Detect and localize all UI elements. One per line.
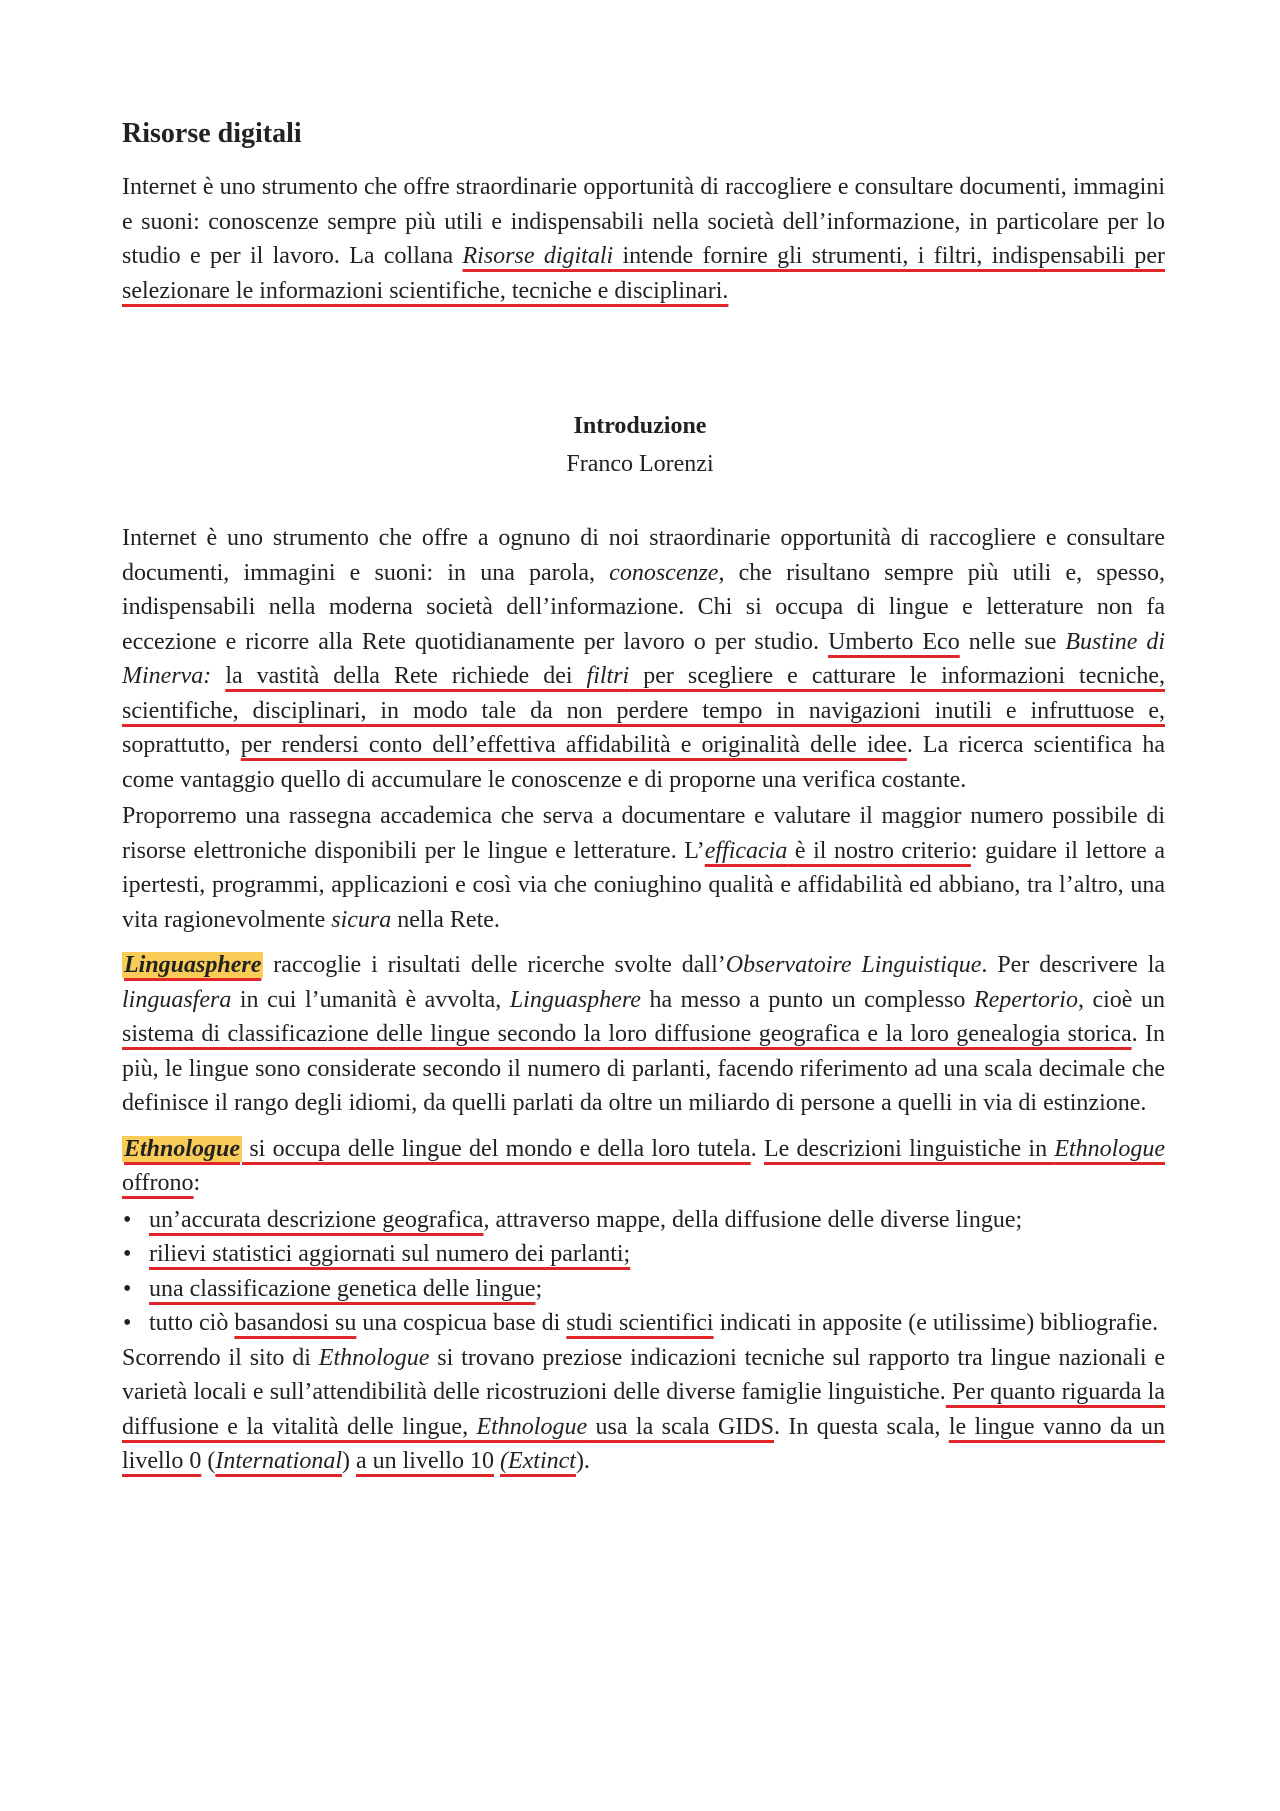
paragraph-ethnologue: Ethnologue si occupa delle lingue del mondo e della loro tutela. Le descrizioni linguistiche in Ethnologue offrono: [122,1135,1165,1196]
main-body [122,521,1165,1479]
paragraph-1: Internet è uno strumento che offre a ognuno di noi straordinarie opportunità di raccogliere e consultare documenti, immagini e suoni: in una parola, conoscenze, che risultano sempre più utili e, spesso, indispensabili nella moderna società dell’informazione. Chi si occupa di lingue e letterature non fa eccezione e ricorre alla Rete quotidianamente per lavoro o per studio. Umberto Eco nelle sue Bustine di Minerva: la vastità della Rete richiede dei filtri per scegliere e catturare le informazioni tecniche, scientifiche, disciplinari, in modo tale da non perdere tempo in navigazioni inutili e infruttuose e, soprattutto, per rendersi conto dell’effettiva affidabilità e originalità delle idee. La ricerca scientifica ha come vantaggio quello di accumulare le conoscenze e di proporne una verifica costante. [122,525,1166,793]
list-item: • un’accurata descrizione geografica, attraverso mappe, della diffusione delle diverse lingue; [123,1206,1023,1233]
author-name: Franco Lorenzi [566,451,714,477]
series-description [122,170,1165,308]
ethnologue-highlight: Ethnologue [124,1135,241,1162]
section-title: Introduzione [573,413,707,439]
linguasphere-highlight: Linguasphere [124,952,262,978]
series-paragraph: Internet è uno strumento che offre straordinarie opportunità di raccogliere e consultare documenti, immagini e suoni: conoscenze sempre più utili e indispensabili nella società dell’informazione, in particolare per lo studio e per il lavoro. La collana Risorse digitali intende fornire gli strumenti, i filtri, indispensabili per selezionare le informazioni scientifiche, tecniche e disciplinari. [122,174,1165,304]
page-title: Risorse digitali [122,118,302,149]
book-title: Bustine di Minerva: [122,628,1166,689]
features-list [122,1203,1165,1341]
author-reference: Umberto Eco [828,628,960,655]
paragraph-linguasphere: Linguasphere raccoglie i risultati delle ricerche svolte dall’Observatoire Linguistique. Per descrivere la linguasfera in cui l’umanità è avvolta, Linguasphere ha messo a punto un complesso Repertorio, cioè un sistema di classificazione delle lingue secondo la loro diffusione geografica e la loro genealogia storica. In più, le lingue sono considerate secondo il numero di parlanti, facendo riferimento ad una scala decimale che definisce il rango degli idiomi, da quelli parlati da oltre un miliardo di persone a quelli in via di estinzione. [122,952,1166,1116]
list-item: • tutto ciò basandosi su una cospicua base di studi scientifici indicati in apposite (e utilissime) bibliografie. [123,1310,1159,1336]
list-item: • una classificazione genetica delle lingue; [123,1275,543,1302]
paragraph-2: Proporremo una rassegna accademica che serva a documentare e valutare il maggior numero possibile di risorse elettroniche disponibili per le lingue e letterature. L’efficacia è il nostro criterio: guidare il lettore a ipertesti, programmi, applicazioni e così via che coniughino qualità e affidabilità ed abbiano, tra l’altro, una vita ragionevolmente sicura nella Rete. [122,803,1166,933]
list-item: • rilievi statistici aggiornati sul numero dei parlanti; [123,1241,631,1267]
paragraph-5: Scorrendo il sito di Ethnologue si trovano preziose indicazioni tecniche sul rapporto tra lingue nazionali e varietà locali e sull’attendibilità delle ricostruzioni delle diverse famiglie linguistiche. Per quanto riguarda la diffusione e la vitalità delle lingue, Ethnologue usa la scala GIDS. In questa scala, le lingue vanno da un livello 0 (International) a un livello 10 (Extinct). [122,1344,1166,1474]
series-name: Risorse digitali [462,243,614,269]
